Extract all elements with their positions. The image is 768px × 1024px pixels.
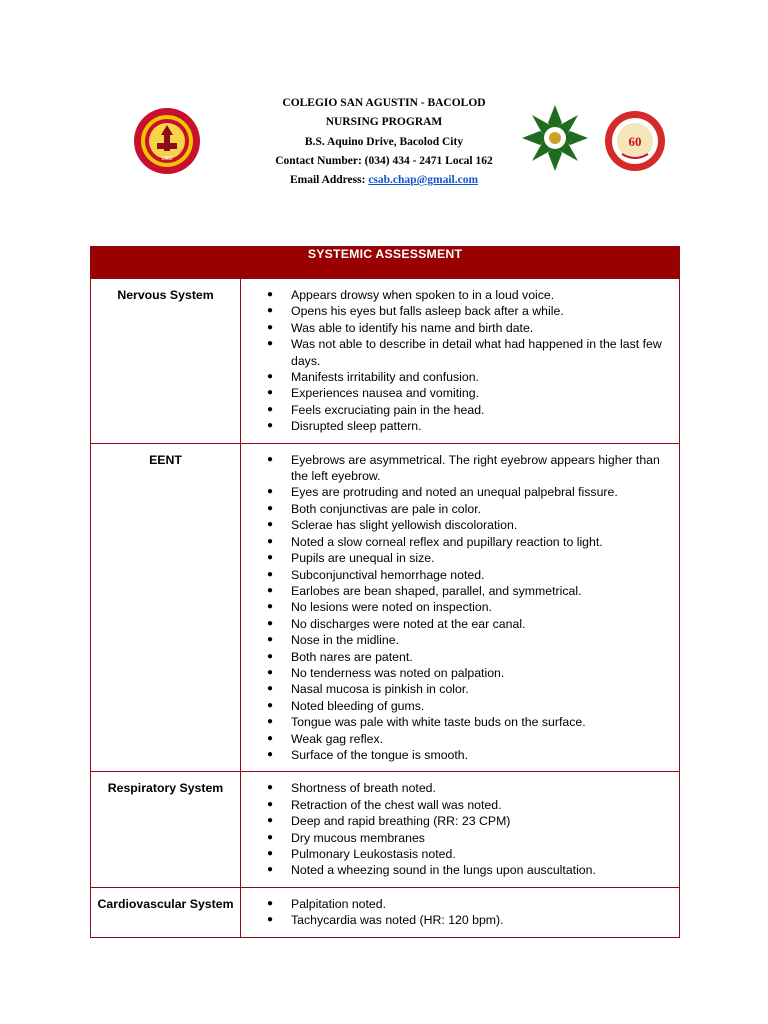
list-item: [241, 780, 673, 796]
finding-text: Pulmonary Leukostasis noted.: [291, 847, 456, 861]
list-item: [241, 747, 673, 763]
bullet-icon: ●: [267, 683, 274, 695]
finding-text: Both nares are patent.: [291, 649, 413, 664]
finding-text: Appears drowsy when spoken to in a loud voice.: [291, 288, 555, 302]
list-item: [241, 616, 673, 632]
bullet-icon: ●: [267, 748, 274, 760]
bullet-icon: ●: [267, 584, 274, 596]
bullet-icon: ●: [267, 338, 274, 350]
finding-text: Earlobes are bean shaped, parallel, and symmetrical.: [291, 583, 582, 598]
table-row: [91, 443, 680, 772]
findings-list: [241, 896, 673, 929]
finding-text: Feels excruciating pain in the head.: [291, 402, 485, 417]
system-name-cell: Nervous System: [91, 279, 241, 444]
bullet-icon: ●: [267, 420, 274, 432]
table-title-row: [91, 247, 680, 279]
finding-text: Both conjunctivas are pale in color.: [291, 501, 482, 516]
bullet-icon: ●: [267, 486, 274, 498]
bullet-icon: ●: [267, 552, 274, 564]
list-item: [241, 681, 673, 697]
findings-cell: [241, 443, 680, 772]
seal-year-text: 1962: [161, 156, 173, 162]
finding-text: Eyes are protruding and noted an unequal palpebral fissure.: [291, 485, 618, 500]
bullet-icon: ●: [267, 634, 274, 646]
nursing-cross-emblem: [520, 103, 590, 173]
list-item: [241, 534, 673, 550]
list-item: [241, 599, 673, 615]
bullet-icon: ●: [267, 732, 274, 744]
list-item: [241, 862, 673, 878]
finding-text: Noted a slow corneal reflex and pupillary reaction to light.: [291, 534, 603, 549]
bullet-icon: ●: [267, 371, 274, 383]
finding-text: Noted bleeding of gums.: [291, 698, 425, 713]
findings-list: [241, 452, 673, 764]
list-item: [241, 452, 673, 485]
table-title: SYSTEMIC ASSESSMENT: [91, 247, 680, 279]
email-link[interactable]: csab.chap@gmail.com: [368, 174, 479, 187]
table-row: [91, 772, 680, 887]
finding-text: No tenderness was noted on palpation.: [291, 665, 505, 680]
finding-text: No lesions were noted on inspection.: [291, 600, 492, 615]
finding-text: Deep and rapid breathing (RR: 23 CPM): [291, 814, 511, 829]
finding-text: Palpitation noted.: [291, 896, 387, 911]
system-name-cell: Cardiovascular System: [91, 887, 241, 937]
list-item: [241, 797, 673, 813]
document-header: [0, 94, 768, 194]
list-item: [241, 912, 673, 928]
bullet-icon: ●: [267, 502, 274, 514]
bullet-icon: ●: [267, 864, 274, 876]
school-info: [256, 94, 512, 190]
list-item: [241, 714, 673, 730]
finding-text: No discharges were noted at the ear canal.: [291, 616, 526, 631]
bullet-icon: ●: [267, 387, 274, 399]
list-item: [241, 813, 673, 829]
bullet-icon: ●: [267, 601, 274, 613]
table-row: [91, 279, 680, 444]
finding-text: Subconjunctival hemorrhage noted.: [291, 567, 485, 582]
bullet-icon: ●: [267, 289, 274, 300]
bullet-icon: ●: [267, 914, 274, 926]
list-item: [241, 846, 673, 862]
list-item: [241, 665, 673, 681]
list-item: [241, 517, 673, 533]
school-address: B.S. Aquino Drive, Bacolod City: [304, 135, 464, 148]
table-row: [91, 887, 680, 937]
bullet-icon: ●: [267, 650, 274, 662]
system-name-cell: Respiratory System: [91, 772, 241, 887]
findings-cell: [241, 772, 680, 887]
school-name: COLEGIO SAN AGUSTIN - BACOLOD: [282, 97, 486, 109]
finding-text: Sclerae has slight yellowish discoloration.: [291, 518, 518, 533]
finding-text: Retraction of the chest wall was noted.: [291, 797, 502, 812]
bullet-icon: ●: [267, 305, 274, 317]
finding-text: Surface of the tongue is smooth.: [291, 747, 469, 762]
findings-cell: [241, 279, 680, 444]
list-item: [241, 830, 673, 846]
list-item: [241, 567, 673, 583]
bullet-icon: ●: [267, 617, 274, 629]
findings-list: [241, 287, 673, 435]
college-seal-logo: [133, 107, 201, 175]
email-label: Email Address:: [289, 174, 366, 187]
finding-text: Tachycardia was noted (HR: 120 bpm).: [291, 913, 504, 928]
list-item: [241, 484, 673, 500]
finding-text: Eyebrows are asymmetrical. The right eyebrow appears higher than the left eyebrow.: [291, 452, 660, 484]
finding-text: Was able to identify his name and birth date.: [291, 320, 534, 335]
bullet-icon: ●: [267, 568, 274, 580]
finding-text: Shortness of breath noted.: [291, 781, 436, 796]
list-item: [241, 418, 673, 434]
findings-list: [241, 780, 673, 878]
findings-cell: [241, 887, 680, 937]
system-name-cell: EENT: [91, 443, 241, 772]
list-item: [241, 632, 673, 648]
list-item: [241, 402, 673, 418]
list-item: [241, 287, 673, 303]
bullet-icon: ●: [267, 815, 274, 827]
finding-text: Manifests irritability and confusion.: [291, 370, 479, 385]
list-item: [241, 698, 673, 714]
contact-number: Contact Number: (034) 434 - 2471 Local 162: [275, 154, 493, 167]
list-item: [241, 369, 673, 385]
finding-text: Disrupted sleep pattern.: [291, 419, 422, 434]
list-item: [241, 501, 673, 517]
finding-text: Tongue was pale with white taste buds on the surface.: [291, 715, 586, 730]
bullet-icon: ●: [267, 535, 274, 547]
bullet-icon: ●: [267, 519, 274, 531]
list-item: [241, 583, 673, 599]
program-name: NURSING PROGRAM: [325, 116, 443, 129]
finding-text: Pupils are unequal in size.: [291, 551, 435, 566]
bullet-icon: ●: [267, 848, 274, 859]
anniversary-seal-logo: [604, 110, 666, 172]
list-item: [241, 550, 673, 566]
list-item: [241, 649, 673, 665]
bullet-icon: ●: [267, 798, 274, 810]
bullet-icon: ●: [267, 897, 274, 909]
bullet-icon: ●: [267, 716, 274, 728]
bullet-icon: ●: [267, 453, 274, 465]
seal-anniversary-text: 60: [628, 134, 642, 149]
finding-text: Nasal mucosa is pinkish in color.: [291, 682, 469, 697]
bullet-icon: ●: [267, 699, 274, 711]
finding-text: Opens his eyes but falls asleep back after a while.: [291, 304, 564, 319]
finding-text: Noted a wheezing sound in the lungs upon auscultation.: [291, 863, 596, 878]
list-item: [241, 303, 673, 319]
list-item: [241, 731, 673, 747]
bullet-icon: ●: [267, 321, 274, 333]
bullet-icon: ●: [267, 666, 274, 678]
finding-text: Experiences nausea and vomiting.: [291, 386, 479, 401]
list-item: [241, 336, 673, 369]
list-item: [241, 320, 673, 336]
finding-text: Nose in the midline.: [291, 633, 399, 648]
bullet-icon: ●: [267, 403, 274, 415]
bullet-icon: ●: [267, 782, 274, 794]
finding-text: Weak gag reflex.: [291, 731, 384, 746]
systemic-assessment-table: [90, 246, 680, 938]
list-item: [241, 896, 673, 912]
finding-text: Was not able to describe in detail what had happened in the last few days.: [291, 337, 662, 368]
email-line: [256, 171, 512, 190]
list-item: [241, 385, 673, 401]
finding-text: Dry mucous membranes: [291, 830, 425, 845]
bullet-icon: ●: [267, 831, 274, 843]
